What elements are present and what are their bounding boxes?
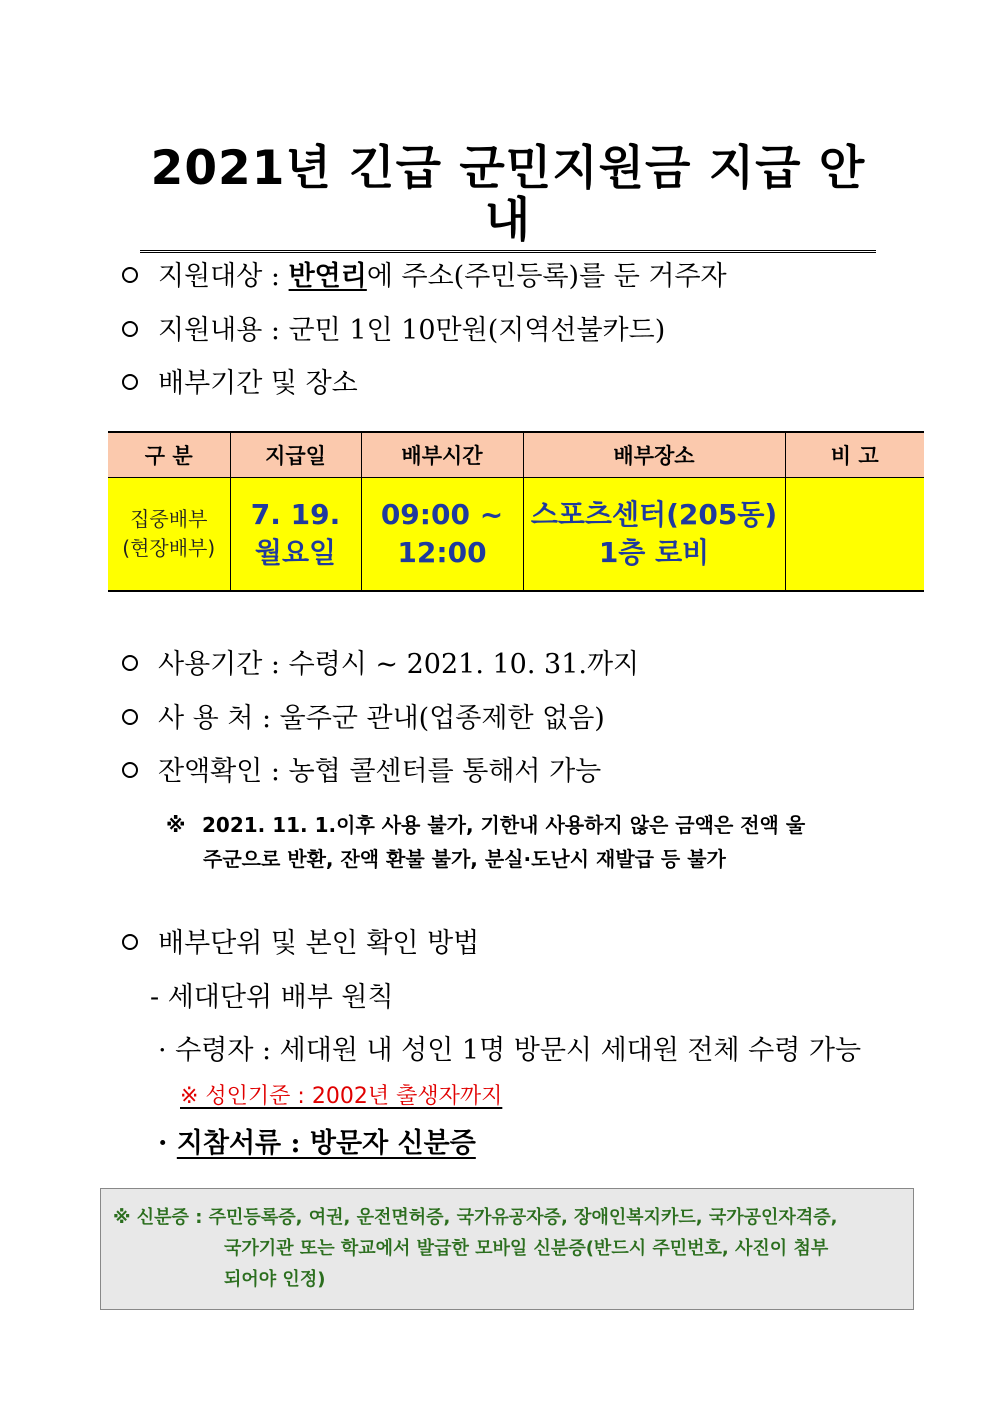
cell-remarks — [785, 478, 924, 592]
id-card-info-box — [100, 1188, 914, 1310]
usage-note-line1 — [166, 808, 920, 842]
header-category: 구 분 — [108, 432, 230, 478]
documents-text: 지참서류 : 방문자 신분증 — [176, 1128, 476, 1159]
id-box-line2: 국가기관 또는 학교에서 발급한 모바일 신분증(반드시 주민번호, 사진이 첨부 — [224, 1238, 829, 1259]
header-remarks: 비 고 — [785, 432, 924, 478]
circle-bullet-icon — [122, 762, 138, 778]
circle-bullet-icon — [122, 655, 138, 671]
reference-mark: ※ — [166, 813, 186, 837]
id-box-line3: 되어야 인정) — [224, 1269, 326, 1290]
header-place: 배부장소 — [523, 432, 785, 478]
date-line2: 월요일 — [254, 536, 337, 569]
page-title: 2021년 긴급 군민지원금 지급 안내 — [140, 143, 876, 253]
circle-bullet-icon — [122, 321, 138, 337]
target-rest: 에 주소(주민등록)를 둔 거주자 — [366, 261, 727, 292]
usage-note-text1: 2021. 11. 1.이후 사용 불가, 기한내 사용하지 않은 금액은 전액 울 — [202, 813, 806, 837]
period-place-text: 배부기간 및 장소 — [158, 368, 358, 399]
circle-bullet-icon — [122, 267, 138, 283]
content-line — [122, 314, 665, 348]
balance-check-line — [122, 755, 601, 789]
documents-line — [158, 1127, 476, 1161]
header-date: 지급일 — [230, 432, 361, 478]
adult-standard-note: ※ 성인기준 : 2002년 출생자까지 — [180, 1084, 503, 1109]
household-rule: - 세대단위 배부 원칙 — [150, 982, 394, 1013]
target-highlight: 반연리 — [288, 261, 367, 292]
method-line — [122, 927, 479, 961]
usage-note — [166, 808, 920, 876]
documents-prefix: · — [158, 1128, 177, 1159]
circle-bullet-icon — [122, 709, 138, 725]
place-line2: 1층 로비 — [598, 536, 710, 569]
cell-time — [361, 478, 523, 592]
usage-note-line2: 주군으로 반환, 잔액 환불 불가, 분실·도난시 재발급 등 불가 — [203, 847, 726, 871]
method-text: 배부단위 및 본인 확인 방법 — [158, 928, 480, 959]
id-box-line1: ※ 신분증 : 주민등록증, 여권, 운전면허증, 국가유공자증, 장애인복지카드, 국가공인자격증, — [113, 1207, 838, 1228]
cell-place — [523, 478, 785, 592]
target-line — [122, 260, 727, 294]
table-row — [108, 478, 924, 592]
usage-period-text: 사용기간 : 수령시 ~ 2021. 10. 31.까지 — [158, 649, 640, 680]
time-line1: 09:00 ~ — [380, 498, 504, 531]
distribution-table — [108, 431, 924, 592]
header-time: 배부시간 — [361, 432, 523, 478]
date-line1: 7. 19. — [250, 498, 341, 531]
circle-bullet-icon — [122, 934, 138, 950]
usage-place-text: 사 용 처 : 울주군 관내(업종제한 없음) — [158, 703, 605, 734]
usage-place-line — [122, 702, 605, 736]
usage-period-line — [122, 648, 639, 682]
recipient-line: · 수령자 : 세대원 내 성인 1명 방문시 세대원 전체 수령 가능 — [158, 1035, 862, 1066]
category-line1: 집중배부 — [130, 507, 208, 531]
period-place-line — [122, 367, 358, 401]
target-label: 지원대상 : — [158, 261, 289, 292]
time-line2: 12:00 — [397, 536, 487, 569]
place-line1: 스포츠센터(205동) — [530, 498, 778, 531]
content-text: 지원내용 : 군민 1인 10만원(지역선불카드) — [158, 315, 666, 346]
table-header-row — [108, 432, 924, 478]
cell-date — [230, 478, 361, 592]
category-line2: (현장배부) — [122, 536, 216, 560]
circle-bullet-icon — [122, 374, 138, 390]
balance-check-text: 잔액확인 : 농협 콜센터를 통해서 가능 — [158, 756, 602, 787]
cell-category — [108, 478, 230, 592]
